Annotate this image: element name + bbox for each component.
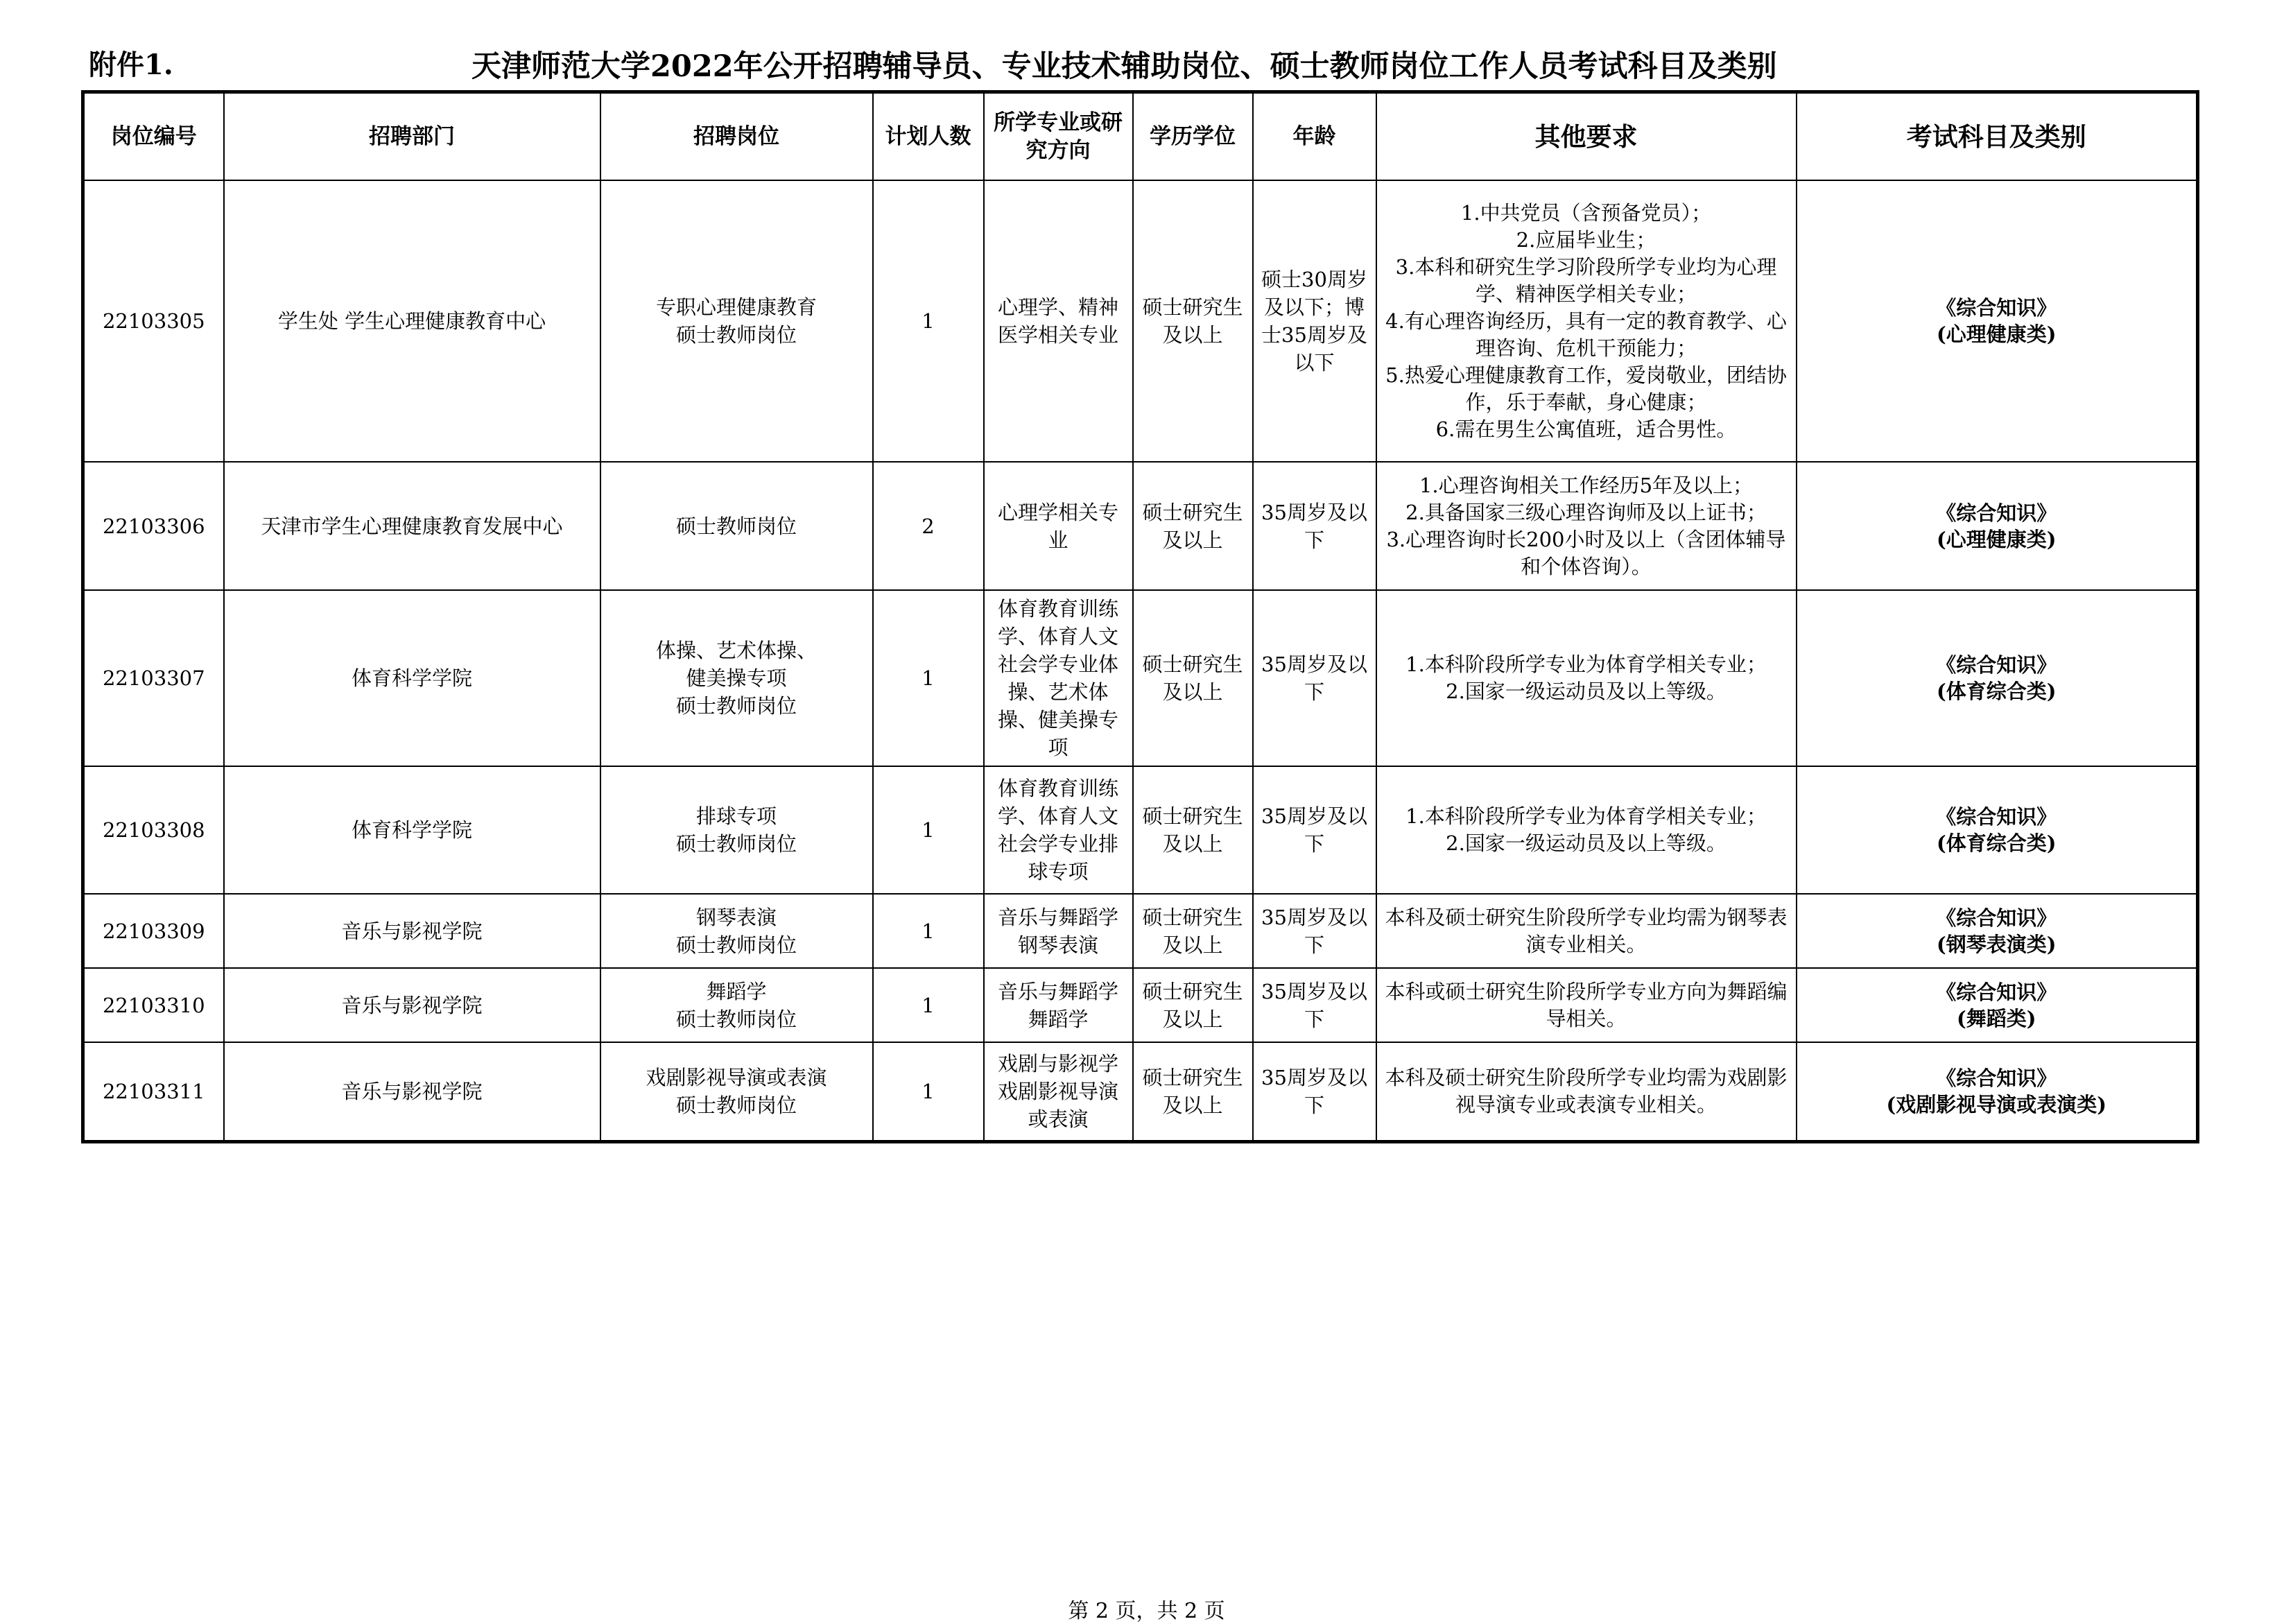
- col-header-age: 年龄: [1253, 92, 1376, 181]
- cell-degree: 硕士研究生及以上: [1133, 968, 1253, 1042]
- requirement-line: 本科及硕士研究生阶段所学专业均需为钢琴表演专业相关。: [1385, 905, 1788, 956]
- col-header-degree: 学历学位: [1133, 92, 1253, 181]
- exam-subject: 《综合知识》: [1936, 653, 2057, 677]
- cell-requirements: [1376, 894, 1797, 968]
- post-line: 硕士教师岗位: [675, 1007, 797, 1031]
- exam-category: (体育综合类): [1937, 831, 2057, 855]
- cell-major: 体育教育训练学、体育人文社会学专业排球专项: [984, 766, 1133, 894]
- cell-major: 体育教育训练学、体育人文社会学专业体操、艺术体操、健美操专项: [984, 590, 1133, 766]
- table-header-row: [83, 92, 2198, 181]
- cell-age: 35周岁及以下: [1253, 766, 1376, 894]
- cell-dept: 学生处 学生心理健康教育中心: [224, 180, 600, 462]
- cell-exam: [1797, 766, 2198, 894]
- cell-dept: 音乐与影视学院: [224, 968, 600, 1042]
- requirement-line: 4.有心理咨询经历，具有一定的教育教学、心理咨询、危机干预能力；: [1385, 309, 1787, 360]
- requirement-line: 2.应届毕业生；: [1516, 227, 1656, 252]
- exam-subject: 《综合知识》: [1936, 980, 2057, 1004]
- requirement-line: 5.热爱心理健康教育工作，爱岗敬业，团结协作，乐于奉献，身心健康；: [1385, 363, 1787, 414]
- cell-count: 1: [873, 766, 984, 894]
- cell-post: [600, 1042, 873, 1141]
- page-number: 第 2 页，共 2 页: [1068, 1599, 1225, 1623]
- col-header-requirements: 其他要求: [1376, 92, 1797, 181]
- cell-major: 心理学、精神医学相关专业: [984, 180, 1133, 462]
- cell-age: 35周岁及以下: [1253, 590, 1376, 766]
- cell-age: 35周岁及以下: [1253, 894, 1376, 968]
- table-row: [83, 766, 2198, 894]
- requirement-line: 3.心理咨询时长200小时及以上（含团体辅导和个体咨询）。: [1386, 527, 1786, 578]
- cell-degree: 硕士研究生及以上: [1133, 180, 1253, 462]
- cell-dept: 体育科学学院: [224, 766, 600, 894]
- cell-degree: 硕士研究生及以上: [1133, 590, 1253, 766]
- table-row: [83, 894, 2198, 968]
- cell-count: 1: [873, 590, 984, 766]
- table-row: [83, 462, 2198, 590]
- exam-subject: 《综合知识》: [1936, 805, 2057, 829]
- cell-exam: [1797, 1042, 2198, 1141]
- cell-exam: [1797, 180, 2198, 462]
- requirement-line: 本科及硕士研究生阶段所学专业均需为戏剧影视导演专业或表演专业相关。: [1385, 1065, 1788, 1116]
- table-row: [83, 590, 2198, 766]
- col-header-id: 岗位编号: [83, 92, 224, 181]
- exam-category: (心理健康类): [1937, 322, 2057, 346]
- cell-post: [600, 180, 873, 462]
- exam-category: (钢琴表演类): [1937, 932, 2057, 956]
- post-line: 戏剧影视导演或表演: [646, 1065, 827, 1089]
- table-row: [83, 968, 2198, 1042]
- post-line: 专职心理健康教育: [655, 295, 817, 319]
- col-header-exam: 考试科目及类别: [1797, 92, 2198, 181]
- requirement-line: 2.国家一级运动员及以上等级。: [1446, 831, 1727, 855]
- post-line: 排球专项: [695, 804, 777, 828]
- cell-degree: 硕士研究生及以上: [1133, 766, 1253, 894]
- post-line: 硕士教师岗位: [675, 323, 797, 347]
- attachment-label: 附件1.: [89, 49, 173, 81]
- cell-age: 35周岁及以下: [1253, 462, 1376, 590]
- exam-category: (体育综合类): [1937, 680, 2057, 703]
- recruitment-table: [81, 90, 2199, 1143]
- cell-post: [600, 894, 873, 968]
- exam-category: (心理健康类): [1937, 527, 2057, 551]
- post-line: 硕士教师岗位: [675, 694, 797, 718]
- cell-degree: 硕士研究生及以上: [1133, 1042, 1253, 1141]
- cell-post: [600, 462, 873, 590]
- post-line: 健美操专项: [686, 666, 787, 690]
- col-header-count: 计划人数: [873, 92, 984, 181]
- col-header-dept: 招聘部门: [224, 92, 600, 181]
- table-row: [83, 1042, 2198, 1141]
- document-title: 天津师范大学2022年公开招聘辅导员、专业技术辅助岗位、硕士教师岗位工作人员考试科目及类别: [471, 49, 1777, 84]
- cell-post: [600, 590, 873, 766]
- cell-major: 戏剧与影视学戏剧影视导演或表演: [984, 1042, 1133, 1141]
- requirement-line: 2.国家一级运动员及以上等级。: [1446, 680, 1727, 703]
- cell-age: 35周岁及以下: [1253, 1042, 1376, 1141]
- post-line: 硕士教师岗位: [675, 933, 797, 957]
- cell-count: 1: [873, 894, 984, 968]
- requirement-line: 6.需在男生公寓值班，适合男性。: [1435, 417, 1737, 441]
- cell-dept: 音乐与影视学院: [224, 1042, 600, 1141]
- cell-id: 22103311: [83, 1042, 224, 1141]
- requirement-line: 1.本科阶段所学专业为体育学相关专业；: [1405, 653, 1767, 676]
- post-line: 硕士教师岗位: [675, 1093, 797, 1117]
- page-header: [0, 0, 2293, 90]
- requirement-line: 3.本科和研究生学习阶段所学专业均为心理学、精神医学相关专业；: [1395, 254, 1777, 306]
- cell-exam: [1797, 968, 2198, 1042]
- cell-requirements: [1376, 590, 1797, 766]
- exam-subject: 《综合知识》: [1936, 501, 2057, 525]
- cell-dept: 音乐与影视学院: [224, 894, 600, 968]
- post-line: 硕士教师岗位: [675, 832, 797, 856]
- exam-subject: 《综合知识》: [1936, 906, 2057, 930]
- cell-dept: 体育科学学院: [224, 590, 600, 766]
- cell-dept: 天津市学生心理健康教育发展中心: [224, 462, 600, 590]
- cell-count: 1: [873, 1042, 984, 1141]
- cell-major: 音乐与舞蹈学钢琴表演: [984, 894, 1133, 968]
- requirement-line: 1.中共党员（含预备党员）；: [1460, 200, 1712, 225]
- cell-requirements: [1376, 462, 1797, 590]
- cell-major: 心理学相关专业: [984, 462, 1133, 590]
- exam-category: (戏剧影视导演或表演类): [1886, 1092, 2106, 1116]
- col-header-post: 招聘岗位: [600, 92, 873, 181]
- cell-exam: [1797, 894, 2198, 968]
- requirement-line: 1.本科阶段所学专业为体育学相关专业；: [1405, 804, 1767, 828]
- requirement-line: 本科或硕士研究生阶段所学专业方向为舞蹈编导相关。: [1385, 979, 1788, 1030]
- cell-exam: [1797, 462, 2198, 590]
- exam-subject: 《综合知识》: [1936, 296, 2057, 320]
- cell-id: 22103305: [83, 180, 224, 462]
- cell-exam: [1797, 590, 2198, 766]
- cell-age: 硕士30周岁及以下；博士35周岁及以下: [1253, 180, 1376, 462]
- exam-category: (舞蹈类): [1957, 1006, 2036, 1030]
- cell-requirements: [1376, 1042, 1797, 1141]
- cell-requirements: [1376, 766, 1797, 894]
- cell-major: 音乐与舞蹈学舞蹈学: [984, 968, 1133, 1042]
- post-line: 硕士教师岗位: [675, 514, 797, 538]
- cell-count: 2: [873, 462, 984, 590]
- post-line: 钢琴表演: [695, 905, 777, 929]
- cell-requirements: [1376, 180, 1797, 462]
- cell-degree: 硕士研究生及以上: [1133, 894, 1253, 968]
- col-header-major: 所学专业或研究方向: [984, 92, 1133, 181]
- requirement-line: 2.具备国家三级心理咨询师及以上证书；: [1405, 500, 1767, 524]
- cell-count: 1: [873, 968, 984, 1042]
- exam-subject: 《综合知识》: [1936, 1066, 2057, 1090]
- cell-id: 22103306: [83, 462, 224, 590]
- post-line: 体操、艺术体操、: [655, 639, 817, 662]
- cell-id: 22103307: [83, 590, 224, 766]
- cell-degree: 硕士研究生及以上: [1133, 462, 1253, 590]
- cell-requirements: [1376, 968, 1797, 1042]
- cell-id: 22103309: [83, 894, 224, 968]
- post-line: 舞蹈学: [706, 979, 767, 1003]
- cell-count: 1: [873, 180, 984, 462]
- cell-id: 22103310: [83, 968, 224, 1042]
- cell-post: [600, 766, 873, 894]
- cell-id: 22103308: [83, 766, 224, 894]
- table-row: [83, 180, 2198, 462]
- cell-post: [600, 968, 873, 1042]
- requirement-line: 1.心理咨询相关工作经历5年及以上；: [1419, 473, 1754, 497]
- cell-age: 35周岁及以下: [1253, 968, 1376, 1042]
